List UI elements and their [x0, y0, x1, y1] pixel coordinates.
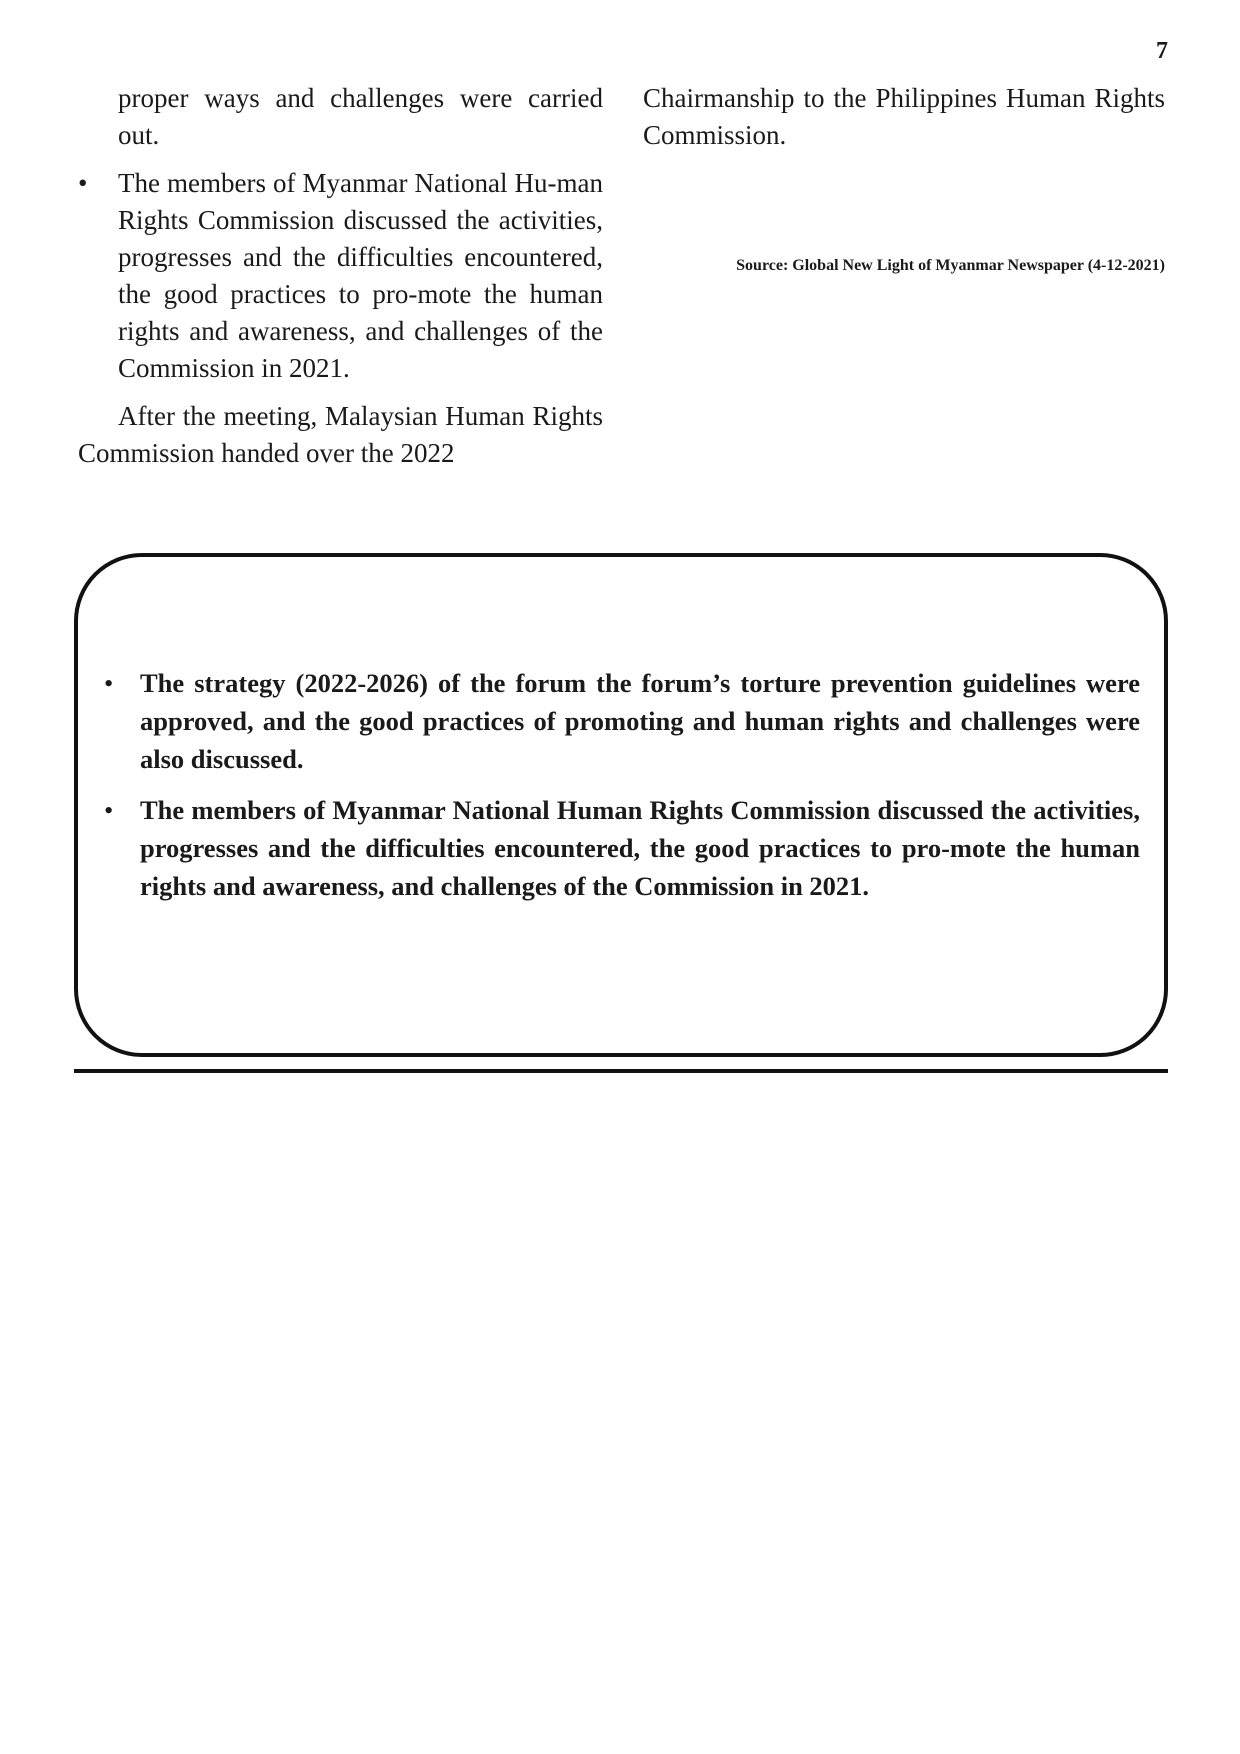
left-bullet-item: • The members of Myanmar National Hu-man Rights Commission discussed the activities, progresses and the difficulties encountered, the good practices to pro-mote the human rights and awareness, and challenges of the Commission in 2021.	[78, 165, 603, 387]
left-column	[78, 80, 603, 472]
right-column	[643, 80, 1165, 154]
summary-list	[140, 664, 1140, 918]
source-citation: Source: Global New Light of Myanmar Newspaper (4-12-2021)	[736, 257, 1165, 274]
left-continued-text: proper ways and challenges were carried out.	[118, 83, 603, 150]
summary-item: • The members of Myanmar National Human Rights Commission discussed the activities, progresses and the difficulties encountered, the good practices to pro-mote the human rights and awareness, and challenges of the Commission in 2021.	[140, 791, 1140, 905]
left-closing-paragraph: After the meeting, Malaysian Human Rights Commission handed over the 2022	[78, 401, 603, 468]
left-bullet-list	[78, 165, 603, 387]
page-number: 7	[1156, 38, 1168, 64]
horizontal-rule	[74, 1069, 1168, 1073]
summary-item: • The strategy (2022-2026) of the forum the forum’s torture prevention guidelines were approved, and the good practices of promoting and human rights and challenges were also discussed.	[140, 664, 1140, 778]
right-continued-text: Chairmanship to the Philippines Human Rights Commission.	[643, 83, 1165, 150]
